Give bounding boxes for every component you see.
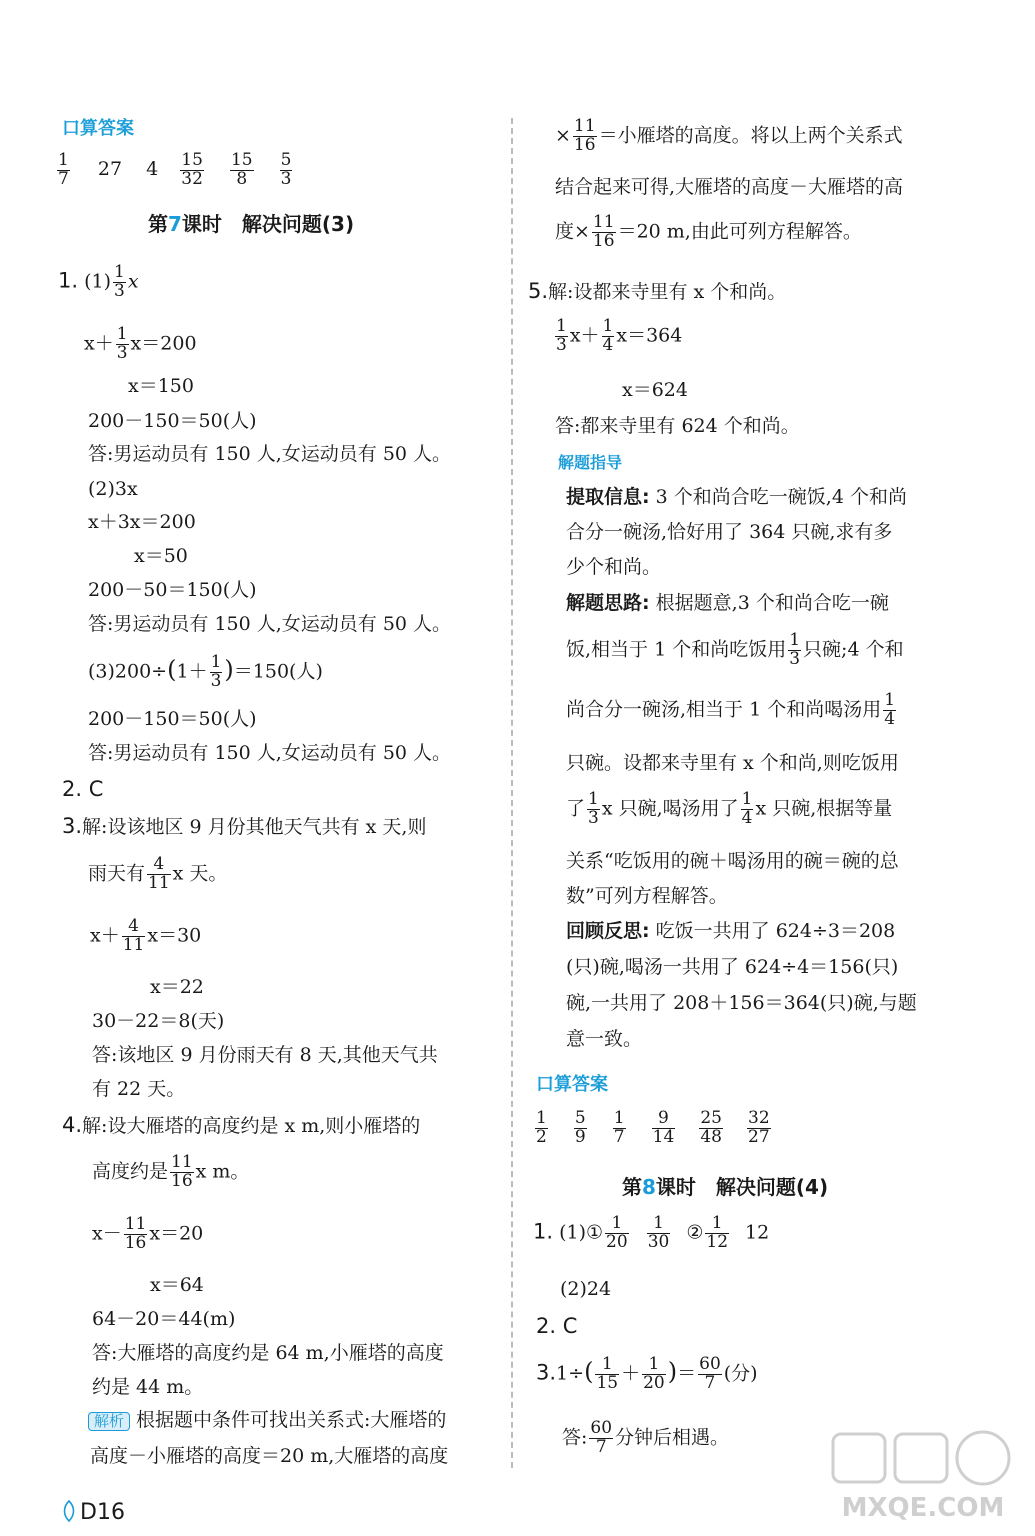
q1-eq2: x＝150 (128, 375, 194, 397)
q5-line1: 5.解:设都来寺里有 x 个和尚。 (528, 279, 787, 303)
q3-eq3: 30－22＝8(天) (92, 1010, 225, 1032)
guide-title: 解题指导 (558, 453, 623, 472)
page-number: D16 (80, 1500, 125, 1525)
watermark-logo (823, 1426, 1023, 1526)
review-line2: (只)碗,喝汤一共用了 624÷4＝156(只) (566, 956, 899, 978)
q1-answer1: 答:男运动员有 150 人,女运动员有 50 人。 (88, 443, 452, 465)
kousuan-title-left: 口算答案 (62, 118, 134, 139)
q1-eq1: x＋ $\frac{1}{3}$ x＝200 (84, 324, 197, 363)
q2-left: 2. C (62, 777, 104, 801)
q1-answer3: 答:男运动员有 150 人,女运动员有 50 人。 (88, 742, 452, 764)
q4-eq3: 64－20＝44(m) (92, 1308, 236, 1330)
q1-eq3: 200－150＝50(人) (88, 410, 257, 432)
r-q3: 3.1÷( $\frac{1}{15}$ ＋ $\frac{1}{20}$ )＝ $\frac{60}{7}$ (分) (536, 1354, 758, 1393)
svg-text:MXQE.COM: MXQE.COM (841, 1493, 1005, 1523)
q1-answer2: 答:男运动员有 150 人,女运动员有 50 人。 (88, 613, 452, 635)
kousuan-answers-left: $\frac{1}{7}$ 27 4 $\frac{15}{32}$ $\frac{15}{8}$ $\frac{5}{3}$ (58, 150, 292, 189)
think-line5: 了 $\frac{1}{3}$ x 只碗,喝汤用了 $\frac{1}{4}$ x 只碗,根据等量 (566, 789, 893, 828)
think-line3: 尚合分一碗汤,相当于 1 个和尚喝汤用 $\frac{1}{4}$ (566, 690, 896, 729)
review-line4: 意一致。 (566, 1028, 643, 1050)
q1-eq7: 200－150＝50(人) (88, 708, 257, 730)
q3-line1: 3.解:设该地区 9 月份其他天气共有 x 天,则 (62, 814, 427, 838)
jiexi-line1: 解析 根据题中条件可找出关系式:大雁塔的 (88, 1411, 446, 1431)
kousuan-title-right: 口算答案 (536, 1074, 608, 1095)
cont-line3: 度× $\frac{11}{16}$ ＝20 m,由此可列方程解答。 (555, 212, 862, 251)
q4-eq1: x－ $\frac{11}{16}$ x＝20 (92, 1214, 204, 1253)
kousuan-answers-right: $\frac{1}{2}$ $\frac{5}{9}$ $\frac{1}{7}$ $\frac{9}{14}$ $\frac{25}{48}$ $\frac{32}{27}$ (536, 1108, 770, 1147)
q3-line2: 雨天有 $\frac{4}{11}$ x 天。 (88, 854, 228, 893)
q5-answer: 答:都来寺里有 624 个和尚。 (555, 415, 800, 437)
q1-part2: (2)3x (88, 478, 138, 500)
lesson-8-title: 第8课时 解决问题(4) (622, 1175, 829, 1199)
q5-eq1: $\frac{1}{3}$ x＋ $\frac{1}{4}$ x＝364 (556, 316, 683, 355)
column-divider (511, 118, 513, 1468)
info-line1: 提取信息: 3 个和尚合吃一碗饭,4 个和尚 (566, 486, 907, 508)
q4-line2: 高度约是 $\frac{11}{16}$ x m。 (92, 1152, 250, 1191)
q1-eq5: x＝50 (134, 545, 188, 567)
cont-line2: 结合起来可得,大雁塔的高度－大雁塔的高 (555, 176, 904, 198)
q3-answer2: 有 22 天。 (92, 1078, 186, 1100)
think-line2: 饭,相当于 1 个和尚吃饭用 $\frac{1}{3}$ 只碗;4 个和 (566, 630, 904, 669)
q4-eq2: x＝64 (150, 1274, 204, 1296)
q1-part3: (3)200÷(1＋ $\frac{1}{3}$ )＝150(人) (88, 652, 323, 691)
r-q1-part1: 1. (1)① $\frac{1}{20}$ $\frac{1}{30}$ ② $\frac{1}{12}$ 12 (533, 1213, 770, 1252)
q4-answer1: 答:大雁塔的高度约是 64 m,小雁塔的高度 (92, 1342, 444, 1364)
review-line1: 回顾反思: 吃饭一共用了 624÷3＝208 (566, 920, 896, 942)
q4-line1: 4.解:设大雁塔的高度约是 x m,则小雁塔的 (62, 1113, 421, 1137)
think-line1: 解题思路: 根据题意,3 个和尚合吃一碗 (566, 592, 889, 614)
r-q1-part2: (2)24 (560, 1278, 612, 1300)
jiexi-line2: 高度－小雁塔的高度＝20 m,大雁塔的高度 (90, 1445, 449, 1467)
lesson-7-title: 第7课时 解决问题(3) (148, 212, 355, 236)
think-line4: 只碗。设都来寺里有 x 个和尚,则吃饭用 (566, 752, 899, 774)
q3-answer1: 答:该地区 9 月份雨天有 8 天,其他天气共 (92, 1044, 438, 1066)
jiexi-tag: 解析 (88, 1412, 130, 1431)
q1-part1: 1. (1) $\frac{1}{3}$ x (58, 262, 139, 301)
q5-eq2: x＝624 (622, 379, 688, 401)
q3-eq2: x＝22 (150, 976, 204, 998)
review-line3: 碗,一共用了 208＋156＝364(只)碗,与题 (566, 992, 917, 1014)
info-line3: 少个和尚。 (566, 556, 662, 578)
r-q3-answer: 答: $\frac{60}{7}$ 分钟后相遇。 (562, 1418, 730, 1457)
cont-line1: × $\frac{11}{16}$ ＝小雁塔的高度。将以上两个关系式 (555, 116, 903, 155)
q3-eq1: x＋ $\frac{4}{11}$ x＝30 (90, 916, 202, 955)
think-line7: 数”可列方程解答。 (566, 885, 728, 907)
q1-eq6: 200－50＝150(人) (88, 579, 257, 601)
info-line2: 合分一碗汤,恰好用了 364 只碗,求有多 (566, 521, 893, 543)
leaf-icon (62, 1500, 76, 1522)
r-q2: 2. C (536, 1314, 578, 1338)
q1-eq4: x＋3x＝200 (88, 511, 196, 533)
q4-answer2: 约是 44 m。 (92, 1376, 204, 1398)
think-line6: 关系“吃饭用的碗＋喝汤用的碗＝碗的总 (566, 850, 899, 872)
